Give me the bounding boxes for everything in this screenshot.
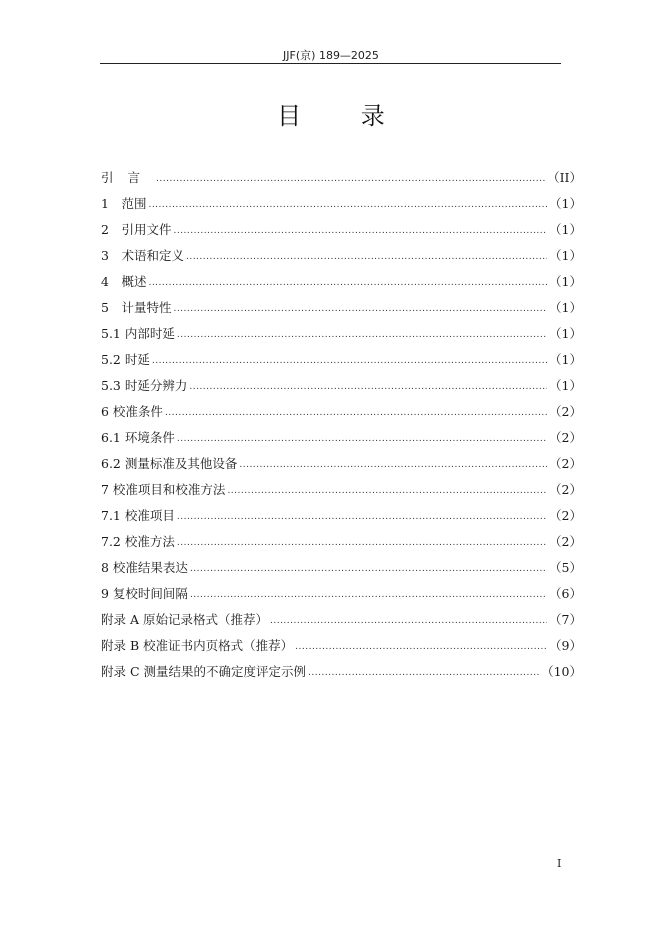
toc-leader-dots: [148, 192, 547, 218]
toc-entry-label: 5 计量特性: [101, 300, 172, 315]
toc-entry-page: （2）: [549, 404, 582, 419]
toc-leader-dots: [148, 270, 547, 296]
toc-entry[interactable]: [101, 425, 582, 451]
toc-entry-page: （5）: [549, 560, 582, 575]
toc-entry-page: （1）: [549, 196, 582, 211]
page-number: I: [557, 857, 562, 870]
toc-leader-dots: [308, 660, 539, 686]
toc-entry-label: 5.1 内部时延: [101, 326, 175, 341]
header-divider: [100, 63, 561, 64]
toc-entry[interactable]: [101, 477, 582, 503]
toc-entry-label: 2 引用文件: [101, 222, 172, 237]
toc-leader-dots: [173, 218, 547, 244]
toc-entry-page: （1）: [549, 300, 582, 315]
toc-leader-dots: [227, 478, 547, 504]
toc-entry-label: 附录 C 测量结果的不确定度评定示例: [101, 664, 307, 679]
toc-leader-dots: [177, 530, 547, 556]
toc-entry-page: （7）: [549, 612, 582, 627]
toc-entry-page: （9）: [549, 638, 582, 653]
toc-entry[interactable]: [101, 581, 582, 607]
toc-leader-dots: [186, 244, 547, 270]
toc-entry[interactable]: [101, 347, 582, 373]
toc-entry[interactable]: [101, 451, 582, 477]
toc-leader-dots: [239, 452, 547, 478]
toc-leader-dots: [189, 374, 547, 400]
toc-entry-label: 6 校准条件: [101, 404, 163, 419]
toc-entry-page: （II）: [547, 170, 582, 185]
toc-entry[interactable]: [101, 321, 582, 347]
toc-leader-dots: [295, 634, 547, 660]
toc-leader-dots: [177, 504, 547, 530]
toc-entry-page: （1）: [549, 222, 582, 237]
toc-leader-dots: [165, 400, 547, 426]
toc-entry-label: 5.3 时延分辨力: [101, 378, 188, 393]
toc-entry-label: 6.2 测量标准及其他设备: [101, 456, 238, 471]
toc-entry-label: 附录 B 校准证书内页格式（推荐）: [101, 638, 294, 653]
toc-entry-page: （10）: [541, 664, 582, 679]
toc-entry[interactable]: [101, 165, 582, 191]
toc-entry-page: （2）: [549, 534, 582, 549]
toc-entry-label: 引言: [101, 170, 155, 185]
toc-entry[interactable]: [101, 529, 582, 555]
toc-entry-page: （2）: [549, 482, 582, 497]
toc-leader-dots: [190, 582, 547, 608]
toc-leader-dots: [177, 426, 547, 452]
toc-entry[interactable]: [101, 373, 582, 399]
toc-entry-page: （6）: [549, 586, 582, 601]
toc-entry-label: 8 校准结果表达: [101, 560, 188, 575]
page-title: 目 录: [277, 102, 411, 130]
toc-entry-label: 7.1 校准项目: [101, 508, 175, 523]
toc-entry-label: 9 复校时间间隔: [101, 586, 188, 601]
toc-entry-label: 4 概述: [101, 274, 147, 289]
document-code-header: JJF(京) 189—2025: [283, 49, 379, 62]
toc-entry-label: 5.2 时延: [101, 352, 150, 367]
toc-entry[interactable]: [101, 659, 582, 685]
toc-entry[interactable]: [101, 503, 582, 529]
toc-entry-page: （2）: [549, 456, 582, 471]
toc-leader-dots: [270, 608, 547, 634]
toc-leader-dots: [152, 348, 547, 374]
toc-entry-label: 7.2 校准方法: [101, 534, 175, 549]
toc-entry-page: （1）: [549, 378, 582, 393]
toc-leader-dots: [173, 296, 547, 322]
toc-entry-page: （1）: [549, 248, 582, 263]
toc-entry[interactable]: [101, 399, 582, 425]
toc-leader-dots: [177, 322, 547, 348]
toc-entry[interactable]: [101, 269, 582, 295]
toc-entry-page: （2）: [549, 508, 582, 523]
toc-entry[interactable]: [101, 633, 582, 659]
toc-entry-label: 1 范围: [101, 196, 147, 211]
toc-leader-dots: [190, 556, 547, 582]
toc-entry-label: 附录 A 原始记录格式（推荐）: [101, 612, 268, 627]
toc-entry-label: 7 校准项目和校准方法: [101, 482, 226, 497]
toc-entry[interactable]: [101, 555, 582, 581]
toc-entry-page: （1）: [549, 274, 582, 289]
toc-entry-page: （1）: [549, 326, 582, 341]
toc-entry-page: （1）: [549, 352, 582, 367]
toc-entry[interactable]: [101, 295, 582, 321]
toc-entry[interactable]: [101, 191, 582, 217]
toc-entry-page: （2）: [549, 430, 582, 445]
toc-leader-dots: [156, 166, 545, 192]
table-of-contents: [101, 165, 582, 685]
toc-entry-label: 6.1 环境条件: [101, 430, 175, 445]
toc-entry[interactable]: [101, 243, 582, 269]
toc-entry[interactable]: [101, 607, 582, 633]
toc-entry-label: 3 术语和定义: [101, 248, 184, 263]
toc-entry[interactable]: [101, 217, 582, 243]
